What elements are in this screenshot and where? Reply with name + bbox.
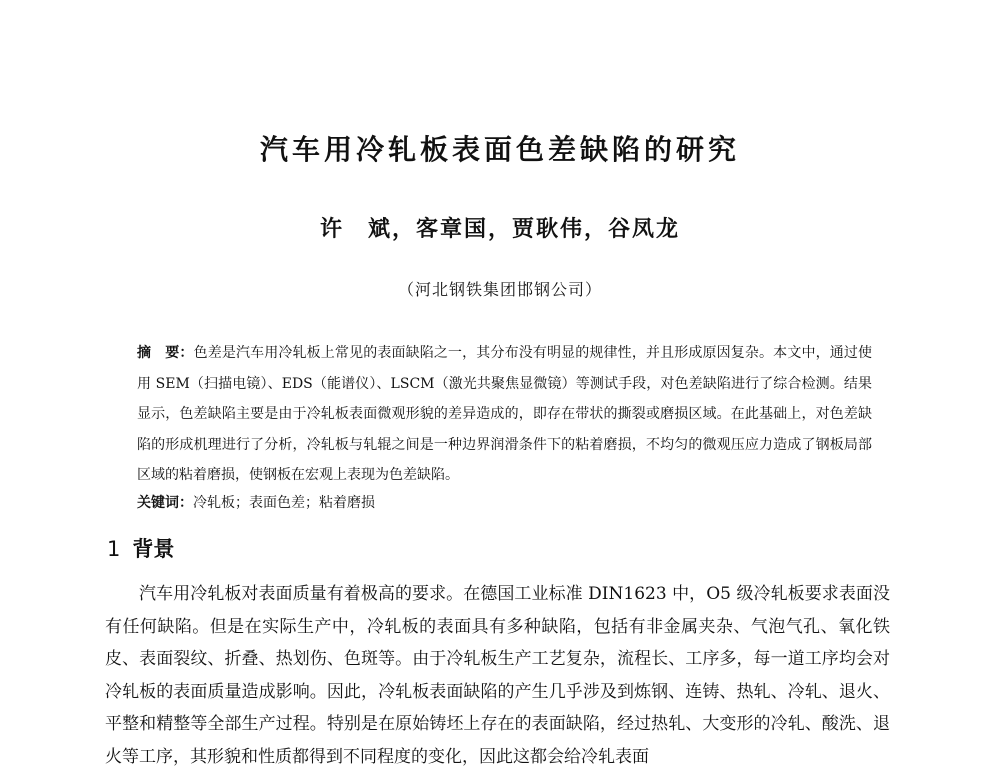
paper-title: 汽车用冷轧板表面色差缺陷的研究: [259, 133, 740, 166]
keywords: [137, 490, 872, 516]
affiliation: （河北钢铁集团邯钢公司）: [397, 280, 602, 299]
keywords-label: 关键词：: [137, 495, 193, 511]
section-title: 背景: [132, 537, 175, 561]
abstract-text: 色差是汽车用冷轧板上常见的表面缺陷之一，其分布没有明显的规律性，并且形成原因复杂。本文中，通过使用 SEM（扫描电镜）、EDS（能谱仪）、LSCM（激光共聚焦显微镜）等测试手段，对色差缺陷进行了综合检测。结果显示，色差缺陷主要是由于冷轧板表面微观形貌的差异造成的，即存在带状的撕裂或磨损区域。在此基础上，对色差缺陷的形成机理进行了分析，冷轧板与轧辊之间是一种边界润滑条件下的粘着磨损，不均匀的微观压应力造成了钢板局部区域的粘着磨损，使钢板在宏观上表现为色差缺陷。: [137, 345, 873, 483]
author-list: 许 斌，客章国，贾耿伟，谷凤龙: [319, 216, 680, 242]
section-heading: [107, 533, 174, 563]
section-number: 1: [107, 537, 121, 561]
keywords-text: 冷轧板；表面色差；粘着磨损: [193, 495, 375, 511]
body-paragraph: 汽车用冷轧板对表面质量有着极高的要求。在德国工业标准 DIN1623 中，O5 级冷轧板要求表面没有任何缺陷。但是在实际生产中，冷轧板的表面具有多种缺陷，包括有非金属夹杂、气泡气孔、氧化铁皮、表面裂纹、折叠、热划伤、色斑等。由于冷轧板生产工艺复杂，流程长、工序多，每一道工序均会对冷轧板的表面质量造成影响。因此，冷轧板表面缺陷的产生几乎涉及到炼钢、连铸、热轧、冷轧、退火、平整和精整等全部生产过程。特别是在原始铸坯上存在的表面缺陷，经过热轧、大变形的冷轧、酸洗、退火等工序，其形貌和性质都得到不同程度的变化，因此这都会给冷轧表面: [105, 584, 890, 767]
abstract-label: 摘 要：: [137, 345, 194, 361]
abstract: [137, 338, 872, 491]
